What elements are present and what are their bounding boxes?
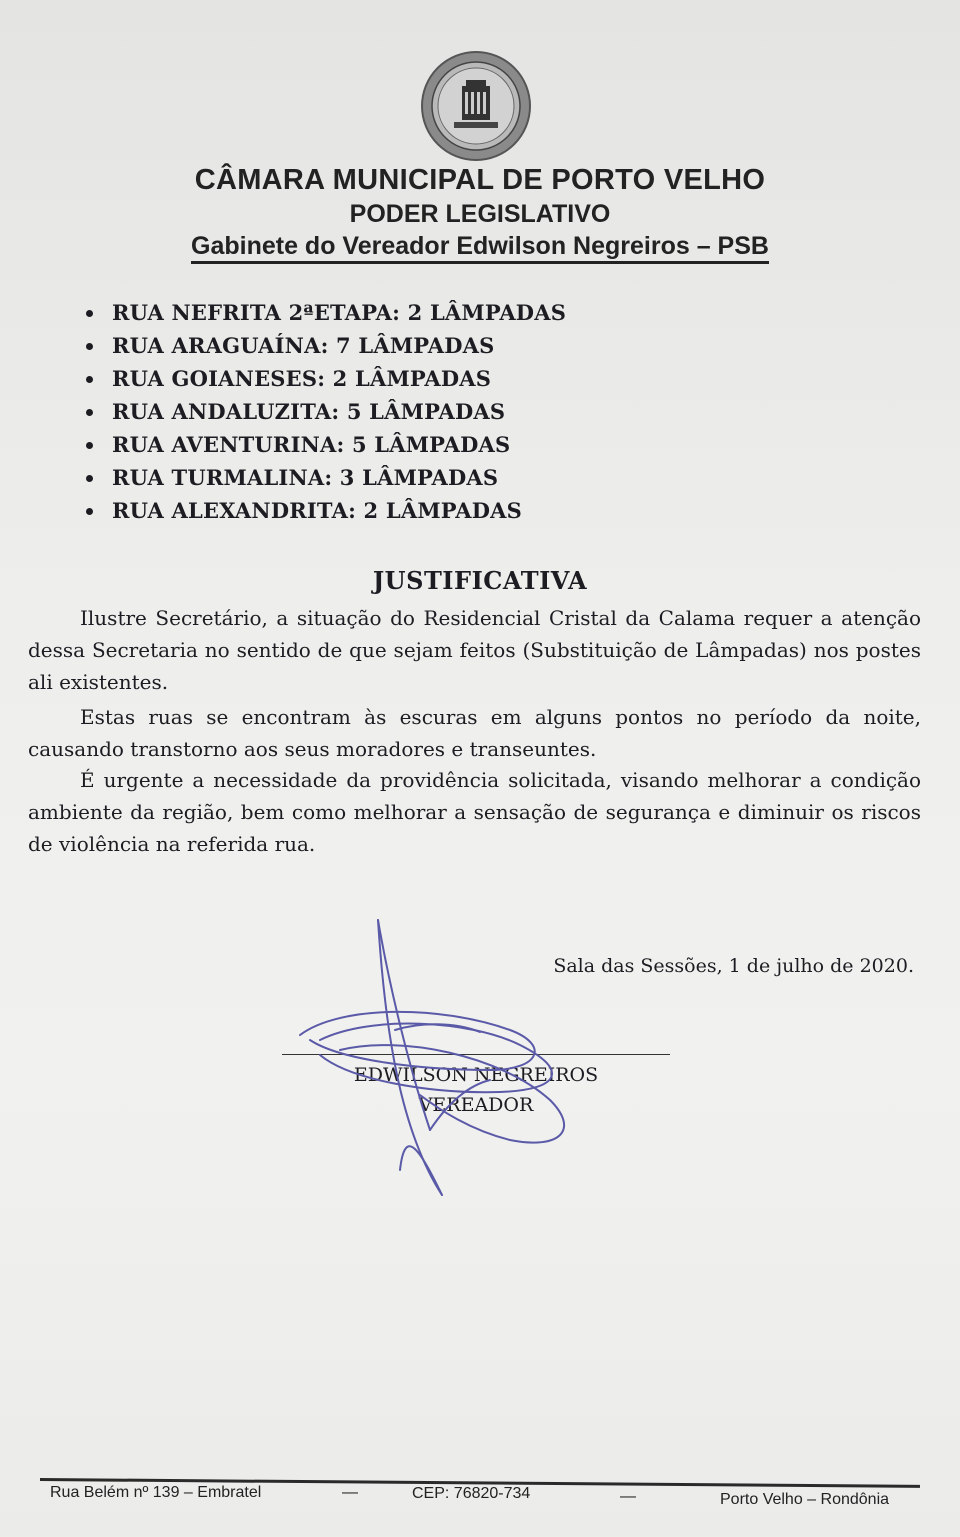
signer-name: EDWILSON NEGREIROS [353, 1064, 599, 1086]
footer-separator: — [342, 1484, 358, 1501]
justification-paragraph: Estas ruas se encontram às escuras em alguns pontos no período da noite, causando transtorno aos seus moradores e transeuntes. [28, 705, 921, 761]
footer-city: Porto Velho – Rondônia [720, 1491, 890, 1508]
session-date: Sala das Sessões, 1 de julho de 2020. [553, 955, 914, 977]
list-item: RUA ALEXANDRITA: 2 LÂMPADAS [84, 494, 566, 527]
office-text: Gabinete do Vereador Edwilson Negreiros – PSB [191, 232, 769, 264]
street-list [84, 296, 566, 527]
office-line [0, 232, 960, 261]
handwritten-signature-icon [280, 910, 600, 1210]
chamber-title: CÂMARA MUNICIPAL DE PORTO VELHO [194, 164, 766, 196]
justification-title: JUSTIFICATIVA [372, 566, 588, 595]
list-item: RUA ANDALUZITA: 5 LÂMPADAS [84, 395, 566, 428]
list-item: RUA GOIANESES: 2 LÂMPADAS [84, 362, 566, 395]
list-item: RUA ARAGUAÍNA: 7 LÂMPADAS [84, 329, 566, 362]
branch-subtitle: PODER LEGISLATIVO [349, 200, 611, 228]
footer-address: Rua Belém nº 139 – Embratel [50, 1484, 262, 1501]
list-item: RUA NEFRITA 2ªETAPA: 2 LÂMPADAS [84, 296, 566, 329]
justification-paragraph: Ilustre Secretário, a situação do Residencial Cristal da Calama requer a atenção dessa Secretaria no sentido de que sejam feitos (Substituição de Lâmpadas) nos postes ali existentes. [28, 606, 921, 694]
footer-cep: CEP: 76820-734 [412, 1485, 531, 1502]
list-item: RUA AVENTURINA: 5 LÂMPADAS [84, 428, 566, 461]
footer-separator: — [620, 1488, 636, 1505]
signer-role: VEREADOR [418, 1094, 534, 1116]
justification-paragraph: É urgente a necessidade da providência solicitada, visando melhorar a condição ambiente da região, bem como melhorar a sensação de segurança e diminuir os riscos de violência na referida rua. [28, 768, 921, 856]
municipal-seal-icon [420, 50, 532, 162]
list-item: RUA TURMALINA: 3 LÂMPADAS [84, 461, 566, 494]
